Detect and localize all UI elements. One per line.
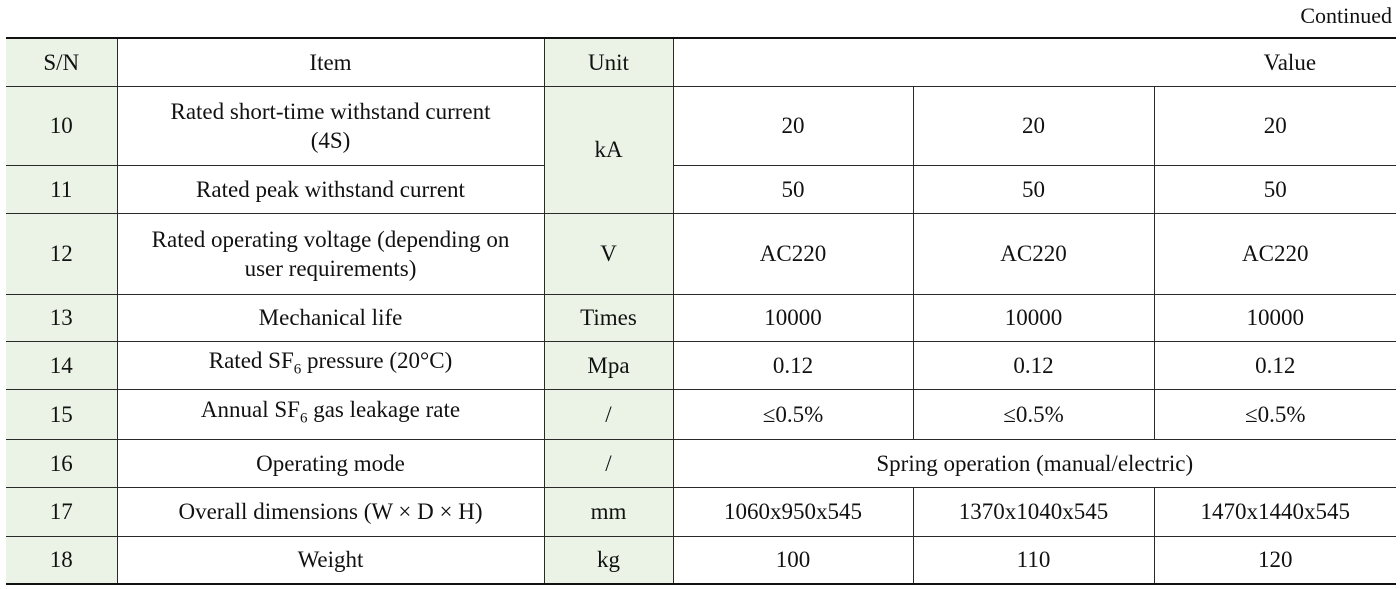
row-item: Overall dimensions (W × D × H) <box>117 487 544 536</box>
row-value: ≤0.5% <box>913 389 1154 439</box>
table-row <box>6 341 1396 389</box>
row-sn: 18 <box>6 536 117 584</box>
table-row <box>6 536 1396 584</box>
row-item <box>117 341 544 389</box>
row-value: 0.12 <box>673 341 913 389</box>
row-unit: kg <box>544 536 673 584</box>
row-item: Weight <box>117 536 544 584</box>
row-value: 100 <box>673 536 913 584</box>
row-value: 10000 <box>913 294 1154 341</box>
continued-caption: Continued <box>1300 3 1392 28</box>
row-item: Rated short-time withstand current (4S) <box>117 86 544 165</box>
row-value: 0.12 <box>913 341 1154 389</box>
row-sn: 14 <box>6 341 117 389</box>
item-text: pressure (20°C) <box>301 347 453 373</box>
row-item: Rated peak withstand current <box>117 165 544 213</box>
table-row <box>6 213 1396 294</box>
row-sn: 15 <box>6 389 117 439</box>
row-value: 1060x950x545 <box>673 487 913 536</box>
row-value: 110 <box>913 536 1154 584</box>
row-value: ≤0.5% <box>1154 389 1396 439</box>
row-value: 20 <box>1154 86 1396 165</box>
row-item: Rated operating voltage (depending on user requirements) <box>117 213 544 294</box>
header-unit: Unit <box>544 38 673 86</box>
row-sn: 10 <box>6 86 117 165</box>
row-value: 10000 <box>673 294 913 341</box>
row-value: AC220 <box>1154 213 1396 294</box>
spec-table <box>6 37 1396 585</box>
row-unit: kA <box>544 86 673 213</box>
row-value: 20 <box>673 86 913 165</box>
row-value: AC220 <box>913 213 1154 294</box>
row-value: 0.12 <box>1154 341 1396 389</box>
row-unit: / <box>544 389 673 439</box>
item-text: Annual SF <box>200 396 300 422</box>
row-unit: mm <box>544 487 673 536</box>
row-value: 1370x1040x545 <box>913 487 1154 536</box>
table-row <box>6 294 1396 341</box>
row-value: ≤0.5% <box>673 389 913 439</box>
row-value: 10000 <box>1154 294 1396 341</box>
row-sn: 16 <box>6 439 117 487</box>
item-text: gas leakage rate <box>307 396 461 422</box>
header-sn: S/N <box>6 38 117 86</box>
row-item: Mechanical life <box>117 294 544 341</box>
row-value: 20 <box>913 86 1154 165</box>
row-value: AC220 <box>673 213 913 294</box>
row-item <box>117 389 544 439</box>
table-header-row <box>6 38 1396 86</box>
table-row <box>6 487 1396 536</box>
row-value: 120 <box>1154 536 1396 584</box>
row-unit: V <box>544 213 673 294</box>
table-row <box>6 389 1396 439</box>
row-value: 1470x1440x545 <box>1154 487 1396 536</box>
table-row <box>6 86 1396 165</box>
row-sn: 12 <box>6 213 117 294</box>
row-unit: Mpa <box>544 341 673 389</box>
row-value: 50 <box>913 165 1154 213</box>
item-subscript: 6 <box>293 361 302 378</box>
table-row <box>6 165 1396 213</box>
row-sn: 11 <box>6 165 117 213</box>
header-value: Value <box>673 38 1396 86</box>
row-unit: / <box>544 439 673 487</box>
item-subscript: 6 <box>299 410 308 427</box>
row-sn: 13 <box>6 294 117 341</box>
row-value: 50 <box>673 165 913 213</box>
header-item: Item <box>117 38 544 86</box>
row-sn: 17 <box>6 487 117 536</box>
item-text: Rated SF <box>208 347 294 373</box>
table-row <box>6 439 1396 487</box>
row-item: Operating mode <box>117 439 544 487</box>
row-unit: Times <box>544 294 673 341</box>
row-value: 50 <box>1154 165 1396 213</box>
row-value-merged: Spring operation (manual/electric) <box>673 439 1396 487</box>
